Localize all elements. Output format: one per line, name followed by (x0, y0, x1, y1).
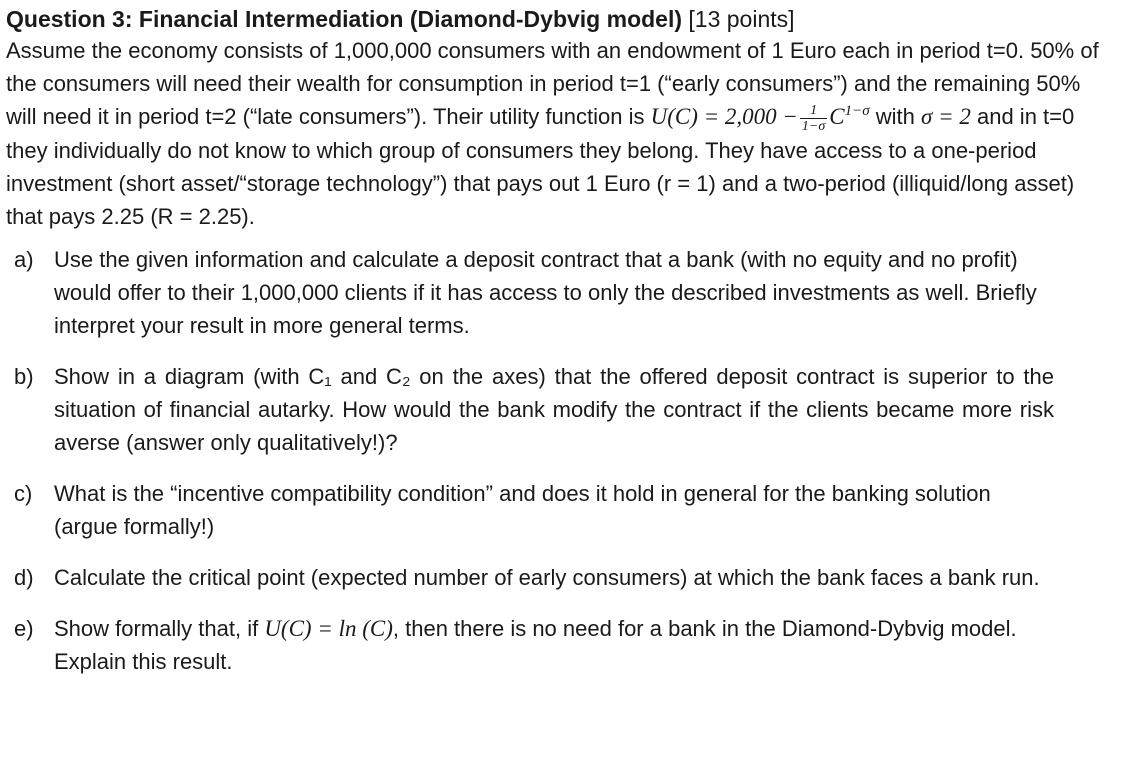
subquestion-b (6, 360, 1116, 459)
subquestion-c (6, 477, 1116, 543)
subquestion-label: d) (14, 565, 34, 591)
with-text: with (869, 104, 921, 129)
fraction-denominator: 1−σ (801, 119, 826, 135)
document-page (6, 0, 1116, 696)
subquestion-d (6, 561, 1116, 594)
subquestion-text-after: , then there is no need for a bank in the Diamond-Dybvig model. Explain this result. (54, 616, 1017, 675)
subquestion-label: a) (14, 247, 34, 273)
sigma-expression: σ = 2 (921, 104, 971, 129)
subquestion-text: What is the “incentive compatibility condition” and does it hold in general for the banking solution (argue formally!) (54, 481, 991, 540)
subquestion-text (54, 612, 1116, 678)
utility-fraction (800, 103, 827, 134)
question-points: [13 points] (688, 6, 795, 32)
utility-lhs: U(C) = 2,000 − (650, 104, 798, 129)
utility-exponent: 1−σ (844, 103, 870, 119)
subquestion-text: Use the given information and calculate a deposit contract that a bank (with no equity and no profit) would offer to their 1,000,000 clients if it has access to only the described investments as well. Briefly interpret your result in more general terms. (54, 247, 1037, 339)
fraction-numerator: 1 (800, 103, 827, 119)
subquestion-e (6, 612, 1116, 678)
utility-formula (650, 103, 870, 135)
subquestion-list (6, 243, 1116, 678)
intro-text-1: Assume the economy consists of 1,000,000 consumers with an endowment of 1 Euro each in period t=0. 50% of the consumers will need their wealth for consumption in period t=1 (“early consumers”) and the remaining 50% will need it in period t=2 (“late consumers”). Their utility function is (6, 38, 1099, 129)
question-title: Question 3: Financial Intermediation (Diamond-Dybvig model) (6, 6, 683, 32)
log-utility-formula: U(C) = ln (C) (264, 616, 393, 642)
subquestion-a (6, 243, 1116, 342)
subquestion-text-before: Show formally that, if (54, 616, 265, 642)
intro-paragraph (6, 34, 1116, 233)
subquestion-label: e) (14, 616, 34, 642)
utility-c: C (829, 104, 845, 129)
subquestion-label: c) (14, 481, 33, 507)
subquestion-text: Calculate the critical point (expected number of early consumers) at which the bank faces a bank run. (54, 565, 1040, 591)
subquestion-label: b) (14, 364, 34, 390)
subquestion-text: Show in a diagram (with C₁ and C₂ on the axes) that the offered deposit contract is superior to the situation of financial autarky. How would the bank modify the contract if the clients became more risk averse (answer only qualitatively!)? (54, 364, 1054, 456)
intro-text-2: and in t=0 they individually do not know to which group of consumers they belong. They have access to a one-period investment (short asset/“storage technology”) that pays out 1 Euro (r = 1) and a two-period (illiquid/long asset) that pays 2.25 (R = 2.25). (6, 104, 1075, 230)
question-heading (6, 4, 1116, 34)
